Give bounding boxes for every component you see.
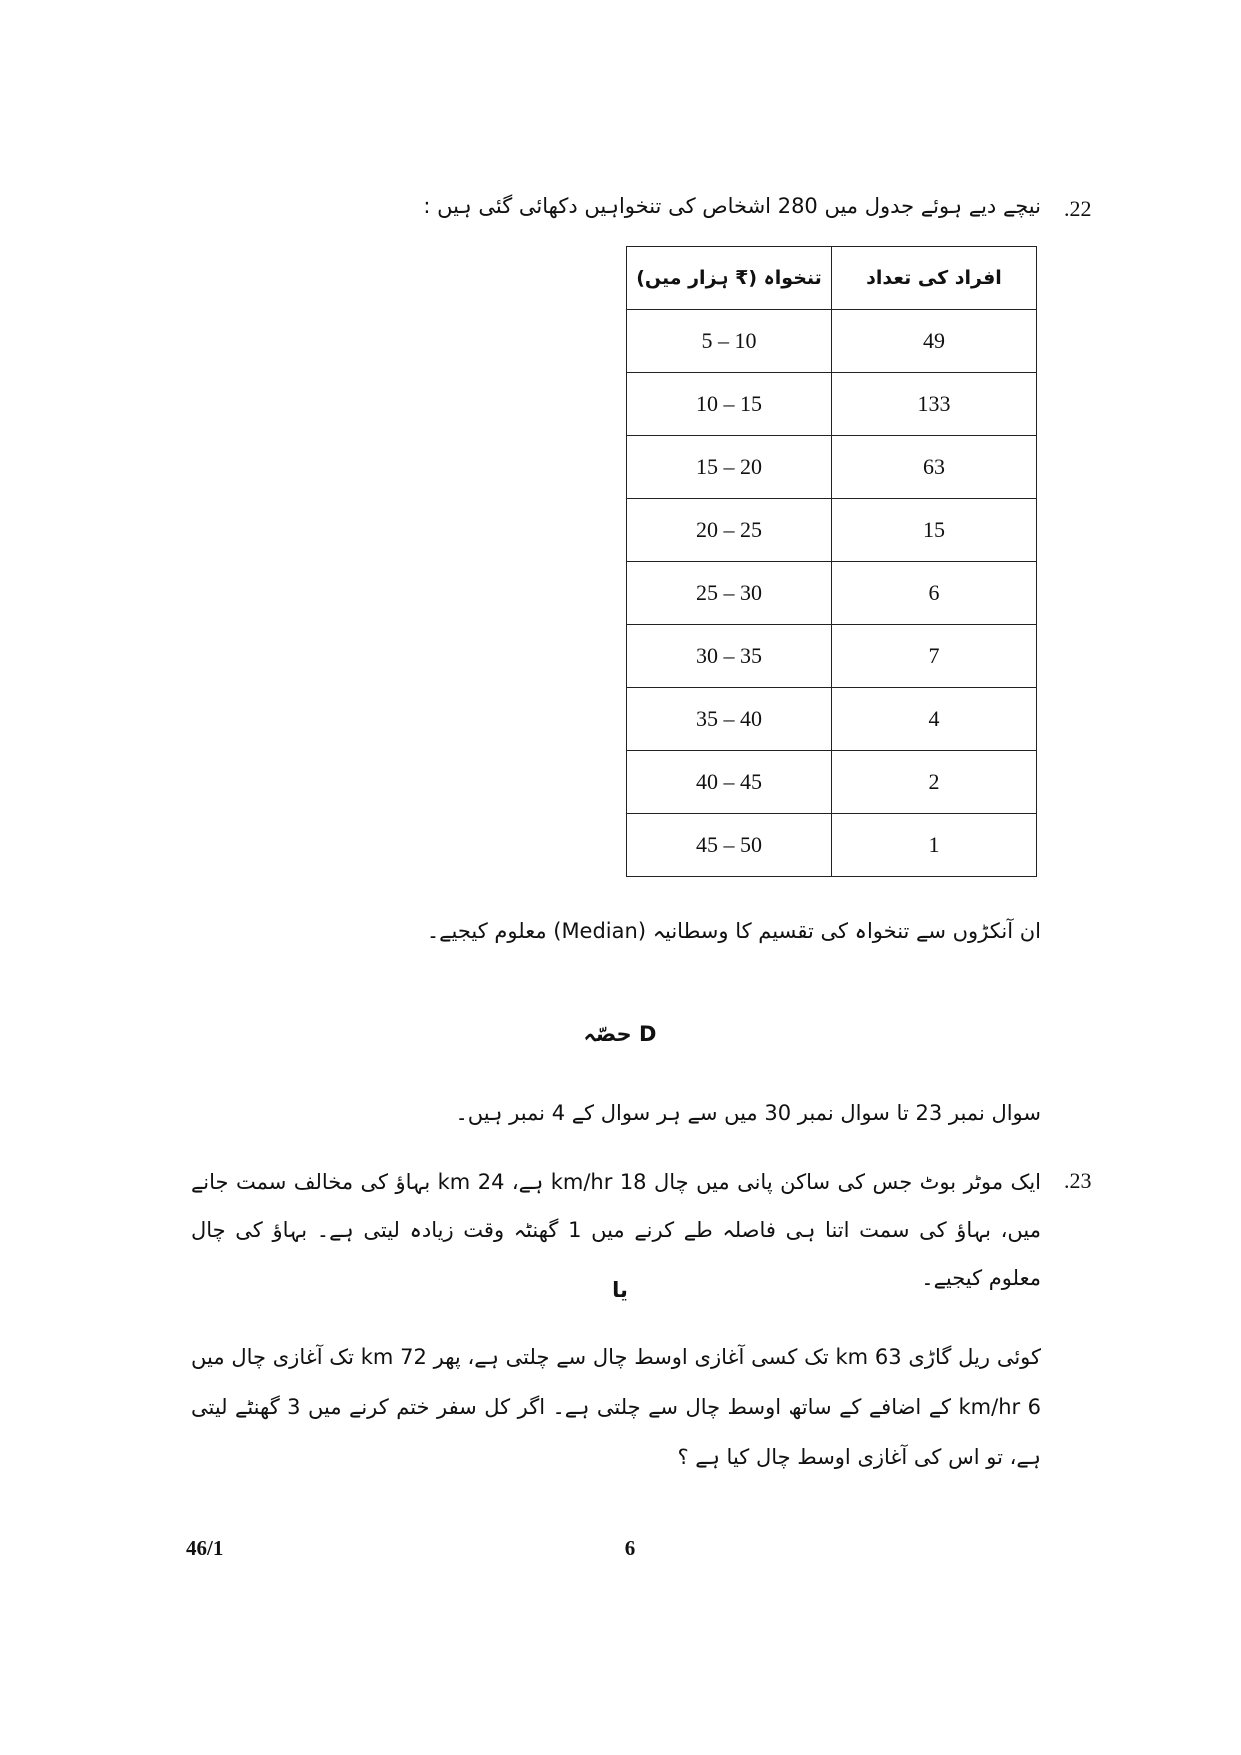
salary-range: 30 – 35 bbox=[627, 625, 832, 688]
person-count: 133 bbox=[832, 373, 1037, 436]
salary-range: 25 – 30 bbox=[627, 562, 832, 625]
table-row bbox=[627, 436, 1037, 499]
or-separator: یا bbox=[612, 1278, 628, 1302]
section-title: حصّہ D bbox=[583, 1022, 657, 1046]
table-row bbox=[627, 373, 1037, 436]
salary-range: 5 – 10 bbox=[627, 310, 832, 373]
question-22-instruction: ان آنکڑوں سے تنخواہ کی تقسیم کا وسطانیہ (Median) معلوم کیجیے۔ bbox=[426, 919, 1041, 943]
salary-range: 45 – 50 bbox=[627, 814, 832, 877]
person-count: 4 bbox=[832, 688, 1037, 751]
section-marks-note: سوال نمبر 23 تا سوال نمبر 30 میں سے ہر سوال کے 4 نمبر ہیں۔ bbox=[455, 1101, 1041, 1125]
person-count: 49 bbox=[832, 310, 1037, 373]
table-header-row bbox=[627, 247, 1037, 310]
person-count: 7 bbox=[832, 625, 1037, 688]
table-row bbox=[627, 814, 1037, 877]
table-row bbox=[627, 562, 1037, 625]
table-row bbox=[627, 688, 1037, 751]
salary-table bbox=[626, 246, 1037, 877]
header-salary: تنخواہ (₹ ہزار میں) bbox=[627, 247, 832, 310]
salary-range: 10 – 15 bbox=[627, 373, 832, 436]
person-count: 15 bbox=[832, 499, 1037, 562]
page-number: 6 bbox=[624, 1536, 636, 1560]
person-count: 1 bbox=[832, 814, 1037, 877]
question-23-text: ایک موٹر بوٹ جس کی ساکن پانی میں چال 18 km/hr ہے، 24 km بہاؤ کی مخالف سمت جانے میں، بہاؤ کی سمت اتنا ہی فاصلہ طے کرنے میں 1 گھنٹہ وقت زیادہ لیتی ہے۔ بہاؤ کی چال معلوم کیجیے۔ bbox=[191, 1170, 1042, 1290]
person-count: 63 bbox=[832, 436, 1037, 499]
salary-range: 15 – 20 bbox=[627, 436, 832, 499]
header-persons-count: افراد کی تعداد bbox=[832, 247, 1037, 310]
salary-range: 20 – 25 bbox=[627, 499, 832, 562]
table-row bbox=[627, 310, 1037, 373]
question-number-22: .22 bbox=[1064, 196, 1092, 221]
question-number-23: .23 bbox=[1064, 1168, 1092, 1193]
paper-code: 46/1 bbox=[186, 1536, 224, 1560]
table-row bbox=[627, 751, 1037, 814]
question-23-alternative-text: کوئی ریل گاڑی 63 km تک کسی آغازی اوسط چال سے چلتی ہے، پھر 72 km تک آغازی چال میں 6 km/hr کے اضافے کے ساتھ اوسط چال سے چلتی ہے۔ اگر کل سفر ختم کرنے میں 3 گھنٹے لیتی ہے، تو اس کی آغازی اوسط چال کیا ہے ؟ bbox=[191, 1345, 1042, 1469]
person-count: 2 bbox=[832, 751, 1037, 814]
table-row bbox=[627, 625, 1037, 688]
table-row bbox=[627, 499, 1037, 562]
question-22-intro: نیچے دیے ہوئے جدول میں 280 اشخاص کی تنخواہیں دکھائی گئی ہیں : bbox=[423, 194, 1041, 218]
salary-range: 35 – 40 bbox=[627, 688, 832, 751]
salary-range: 40 – 45 bbox=[627, 751, 832, 814]
person-count: 6 bbox=[832, 562, 1037, 625]
